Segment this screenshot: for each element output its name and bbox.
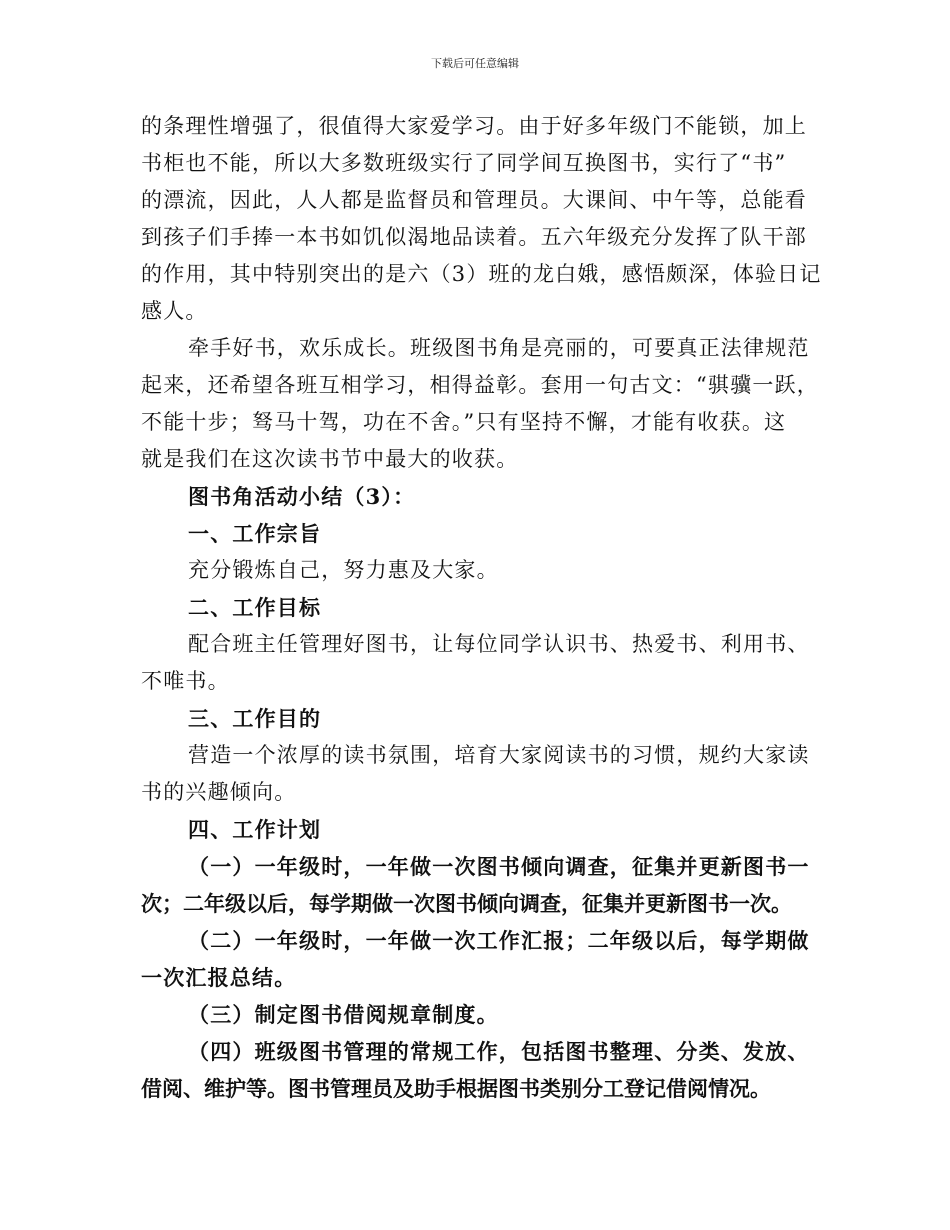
text-line: 的条理性增强了，很值得大家爱学习。由于好多年级门不能锁，加上 bbox=[141, 114, 807, 138]
text-line: 不能十步；驽马十驾，功在不舍。”只有坚持不懈，才能有收获。这 bbox=[141, 410, 787, 434]
text-line: 的漂流，因此，人人都是监督员和管理员。大课间、中午等，总能看 bbox=[141, 188, 807, 212]
page-header: 下载后可任意编辑 bbox=[431, 57, 519, 70]
plan-item-line: （三）制定图书借阅规章制度。 bbox=[188, 1002, 499, 1027]
plan-item-line: （一）一年级时，一年做一次图书倾向调查，征集并更新图书一 bbox=[188, 854, 810, 879]
section-heading: 二、工作目标 bbox=[188, 595, 322, 620]
text-line: 牵手好书，欢乐成长。班级图书角是亮丽的，可要真正法律规范 bbox=[188, 336, 810, 360]
plan-item-line: （四）班级图书管理的常规工作，包括图书整理、分类、发放、 bbox=[188, 1039, 810, 1064]
text-line: 不唯书。 bbox=[141, 669, 230, 693]
document-body bbox=[141, 108, 822, 1107]
text-line: 的作用，其中特别突出的是六（3）班的龙白娥，感悟颇深，体验日记 bbox=[141, 262, 822, 286]
text-line: 书的兴趣倾向。 bbox=[141, 780, 297, 804]
plan-item-line: 一次汇报总结。 bbox=[141, 965, 297, 990]
plan-item-line: 借阅、维护等。图书管理员及助手根据图书类别分工登记借阅情况。 bbox=[141, 1076, 771, 1101]
text-line: 书柜也不能，所以大多数班级实行了同学间互换图书，实行了“书” bbox=[141, 151, 787, 175]
text-line: 营造一个浓厚的读书氛围，培育大家阅读书的习惯，规约大家读 bbox=[188, 743, 810, 767]
section-heading: 三、工作目的 bbox=[188, 706, 322, 731]
section-title: 图书角活动小结（3）： bbox=[188, 484, 416, 509]
text-line: 起来，还希望各班互相学习，相得益彰。套用一句古文：“骐骥一跃， bbox=[141, 373, 819, 397]
section-heading: 四、工作计划 bbox=[188, 817, 322, 842]
text-line: 感人。 bbox=[141, 299, 208, 323]
plan-item-line: 次；二年级以后，每学期做一次图书倾向调查，征集并更新图书一次。 bbox=[141, 891, 792, 916]
text-line: 配合班主任管理好图书，让每位同学认识书、热爱书、利用书、 bbox=[188, 632, 810, 656]
plan-item-line: （二）一年级时，一年做一次工作汇报；二年级以后，每学期做 bbox=[188, 928, 810, 953]
text-line: 充分锻炼自己，努力惠及大家。 bbox=[188, 558, 499, 582]
text-line: 到孩子们手捧一本书如饥似渴地品读着。五六年级充分发挥了队干部 bbox=[141, 225, 807, 249]
text-line: 就是我们在这次读书节中最大的收获。 bbox=[141, 447, 519, 471]
section-heading: 一、工作宗旨 bbox=[188, 521, 322, 546]
